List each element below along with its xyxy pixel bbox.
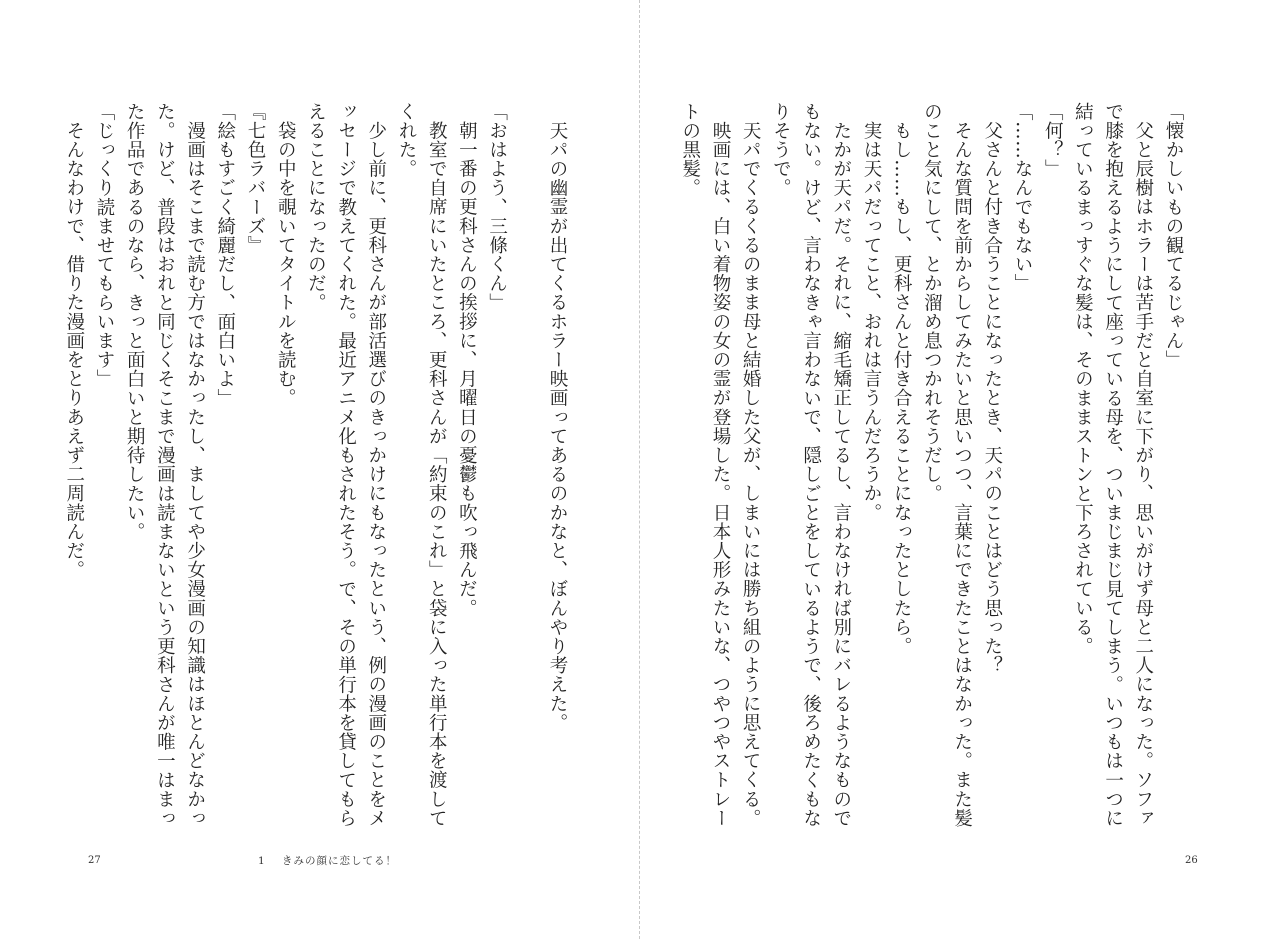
narration-paragraph: 父さんと付き合うことになったとき、天パのことはどう思った？ bbox=[981, 120, 1003, 675]
right-page-body-text bbox=[679, 102, 1188, 842]
page-number-left: 27 bbox=[88, 855, 101, 866]
dialogue-paragraph: 「懐かしいもの観てるじゃん」 bbox=[1163, 102, 1184, 370]
narration-paragraph: 少し前に、更科さんが部活選びのきっかけにもなったという、例の漫画のことをメッセージで教えてくれた。最近アニメ化もされたそう。で、その単行本を貸してもらえることになったのだ。 bbox=[305, 102, 387, 828]
right-page bbox=[640, 0, 1280, 939]
narration-paragraph: 天パの幽霊が出てくるホラー映画ってあるのかなと、ぼんやり考えた。 bbox=[547, 120, 568, 732]
dialogue-paragraph: 『七色ラバーズ』 bbox=[244, 102, 266, 255]
blank-line bbox=[512, 102, 542, 842]
dialogue-paragraph: 「おはよう、三條くん」 bbox=[486, 102, 508, 313]
running-head bbox=[258, 853, 397, 868]
narration-paragraph: 天パでくるくるのまま母と結婚した父が、しまいには勝ち組のように思えてくる。 bbox=[740, 120, 762, 828]
chapter-title: きみの顔に恋してる！ bbox=[282, 855, 398, 867]
narration-paragraph: 父と辰樹はホラーは苦手だと自室に下がり、思いがけず母と二人になった。ソファで膝を抱えるようにして座っている母を、ついまじまじ見てしまう。いつもは一つに結っているまっすぐな髪は、そのままストンと下ろされている。 bbox=[1072, 102, 1154, 828]
narration-paragraph: たかが天パだ。それに、縮毛矯正してるし、言わなければ別にバレるようなものでもない。けど、言わなきゃ言わないで、隠しごとをしているようで、後ろめたくもなりそうで。 bbox=[770, 102, 852, 828]
dialogue-paragraph: 「絵もすごく綺麗だし、面白いよ」 bbox=[214, 102, 236, 408]
dialogue-paragraph: 「じっくり読ませてもらいます」 bbox=[93, 102, 115, 389]
narration-paragraph: もし……もし、更科さんと付き合えることになったとしたら。 bbox=[891, 120, 913, 656]
narration-paragraph: 漫画はそこまで読む方ではなかったし、ましてや少女漫画の知識はほとんどなかった。けど、普段はおれと同じくそこまで漫画は読まないという更科さんが唯一はまった作品であるのなら、きっと面白いと期待したい。 bbox=[124, 102, 206, 828]
dialogue-paragraph: 「……なんでもない」 bbox=[1011, 102, 1033, 293]
narration-paragraph: 映画には、白い着物姿の女の霊が登場した。日本人形みたいな、つやつやストレートの黒髪。 bbox=[679, 102, 731, 828]
narration-paragraph: そんな質問を前からしてみたいと思いつつ、言葉にできたことはなかった。また髪のこと気にして、とか溜め息つかれそうだし。 bbox=[921, 102, 973, 828]
narration-paragraph: 袋の中を覗いてタイトルを読む。 bbox=[275, 120, 297, 407]
narration-paragraph: 教室で自席にいたところ、更科さんが「約束のこれ」と袋に入った単行本を渡してくれた。 bbox=[396, 102, 448, 828]
narration-paragraph: そんなわけで、借りた漫画をとりあえず二周読んだ。 bbox=[63, 120, 85, 579]
page-number-right: 26 bbox=[1185, 855, 1198, 866]
chapter-number: 1 bbox=[258, 855, 266, 867]
narration-paragraph: 朝一番の更科さんの挨拶に、月曜日の憂鬱も吹っ飛んだ。 bbox=[456, 120, 478, 618]
dialogue-paragraph: 「何？」 bbox=[1042, 102, 1064, 179]
narration-paragraph: 実は天パだってこと、おれは言うんだろうか。 bbox=[860, 120, 882, 522]
left-page-body-text bbox=[63, 102, 572, 842]
